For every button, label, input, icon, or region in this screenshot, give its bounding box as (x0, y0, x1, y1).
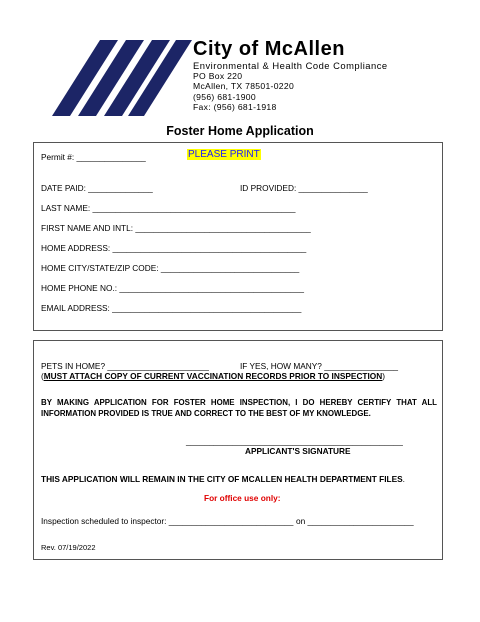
address-city: McAllen, TX 78501-0220 (193, 81, 295, 92)
vaccination-note (41, 371, 385, 381)
last-name-field[interactable]: LAST NAME: ____________________________________________ (41, 203, 296, 213)
home-address-field[interactable]: HOME ADDRESS: __________________________________________ (41, 243, 307, 253)
city-state-zip-field[interactable]: HOME CITY/STATE/ZIP CODE: ______________________________ (41, 263, 300, 273)
page-title: Foster Home Application (166, 124, 314, 138)
retention-notice-period: . (402, 474, 405, 484)
first-name-field[interactable]: FIRST NAME AND INTL: ______________________________________ (41, 223, 311, 233)
date-paid-field[interactable]: DATE PAID: ______________ (41, 183, 153, 193)
fax-number: Fax: (956) 681-1918 (193, 101, 277, 112)
please-print-banner: PLEASE PRINT (188, 149, 260, 160)
signature-line[interactable]: _______________________________________________ (186, 436, 403, 446)
revision-date: Rev. 07/19/2022 (41, 543, 96, 552)
vaccination-note-open: ( (41, 371, 44, 381)
home-phone-field[interactable]: HOME PHONE NO.: ________________________________________ (41, 283, 304, 293)
permit-field[interactable]: Permit #: _______________ (41, 152, 146, 162)
pets-in-home-field[interactable]: PETS IN HOME? ______________________ (41, 361, 209, 371)
vaccination-note-text: MUST ATTACH COPY OF CURRENT VACCINATION RECORDS PRIOR TO INSPECTION (43, 371, 383, 381)
vaccination-note-close: ) (382, 371, 386, 381)
inspection-scheduled-field[interactable]: Inspection scheduled to inspector: ___________________________ (41, 516, 294, 526)
retention-notice: THIS APPLICATION WILL REMAIN IN THE CITY OF MCALLEN HEALTH DEPARTMENT FILES (41, 474, 403, 484)
city-name: City of McAllen (193, 38, 345, 60)
po-box: PO Box 220 (193, 71, 243, 82)
signature-label: APPLICANT'S SIGNATURE (245, 446, 351, 456)
inspection-date-field[interactable]: on _______________________ (296, 516, 414, 526)
email-field[interactable]: EMAIL ADDRESS: _________________________________________ (41, 303, 302, 313)
id-provided-field[interactable]: ID PROVIDED: _______________ (240, 183, 368, 193)
department-name: Environmental & Health Code Compliance (193, 60, 388, 71)
certification-statement: BY MAKING APPLICATION FOR FOSTER HOME INSPECTION, I DO HEREBY CERTIFY THAT ALL INFORMATION PROVIDED IS TRUE AND CORRECT TO THE BEST OF MY KNOWLEDGE. (41, 398, 437, 418)
phone-number: (956) 681-1900 (193, 91, 256, 102)
department-address (193, 61, 388, 112)
city-logo-icon (52, 40, 192, 116)
office-use-label: For office use only: (204, 493, 281, 503)
pet-count-field[interactable]: IF YES, HOW MANY? ________________ (240, 361, 399, 371)
